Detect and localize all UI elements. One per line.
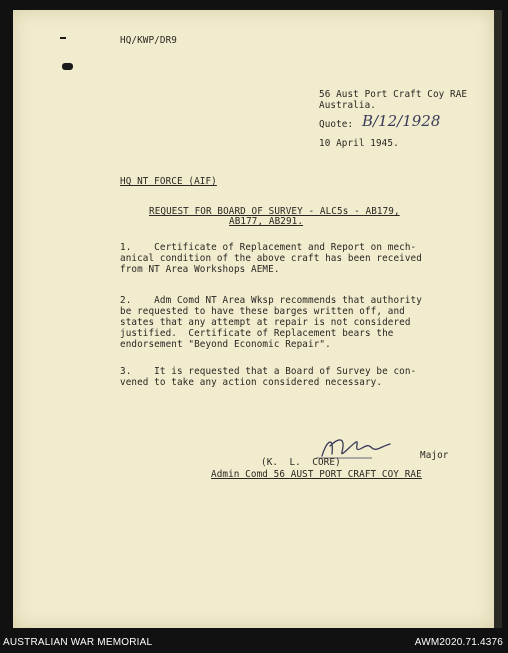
page-edge: [494, 10, 502, 628]
letter-date: 10 April 1945.: [319, 138, 399, 149]
footer-accession-number: AWM2020.71.4376: [414, 637, 503, 648]
subject-line-2: AB177, AB291.: [229, 216, 304, 227]
sender-country: Australia.: [319, 100, 376, 111]
signatory-title: Admin Comd 56 AUST PORT CRAFT COY RAE: [211, 469, 422, 480]
paragraph-3-line: 3. It is requested that a Board of Survey be con-: [120, 366, 417, 377]
addressee: HQ NT FORCE (AIF): [120, 176, 217, 187]
paragraph-2-line: states that any attempt at repair is not considered: [120, 317, 411, 328]
paragraph-3-line: vened to take any action considered necessary.: [120, 377, 383, 388]
paragraph-2-line: justified. Certificate of Replacement bears the: [120, 328, 394, 339]
punch-mark-small: [60, 37, 66, 39]
paragraph-1-line: from NT Area Workshops AEME.: [120, 264, 280, 275]
subject-line-1: REQUEST FOR BOARD OF SURVEY - ALC5s - AB179,: [149, 206, 400, 217]
paragraph-1-line: anical condition of the above craft has been received: [120, 253, 422, 264]
paragraph-2-line: 2. Adm Comd NT Area Wksp recommends that authority: [120, 295, 422, 306]
paragraph-1-line: 1. Certificate of Replacement and Report on mech-: [120, 242, 417, 253]
reference-number: HQ/KWP/DR9: [120, 35, 177, 46]
quote-handwritten: B/12/1928: [362, 112, 441, 130]
punch-mark: [62, 63, 73, 70]
quote-label: Quote:: [319, 119, 354, 130]
paragraph-2-line: endorsement "Beyond Economic Repair".: [120, 339, 331, 350]
signature-rank: Major: [420, 450, 449, 461]
footer-institution: AUSTRALIAN WAR MEMORIAL: [3, 637, 153, 648]
signatory-name: (K. L. CORE): [261, 457, 341, 468]
paragraph-2-line: be requested to have these barges written off, and: [120, 306, 405, 317]
sender-unit: 56 Aust Port Craft Coy RAE: [319, 89, 468, 100]
